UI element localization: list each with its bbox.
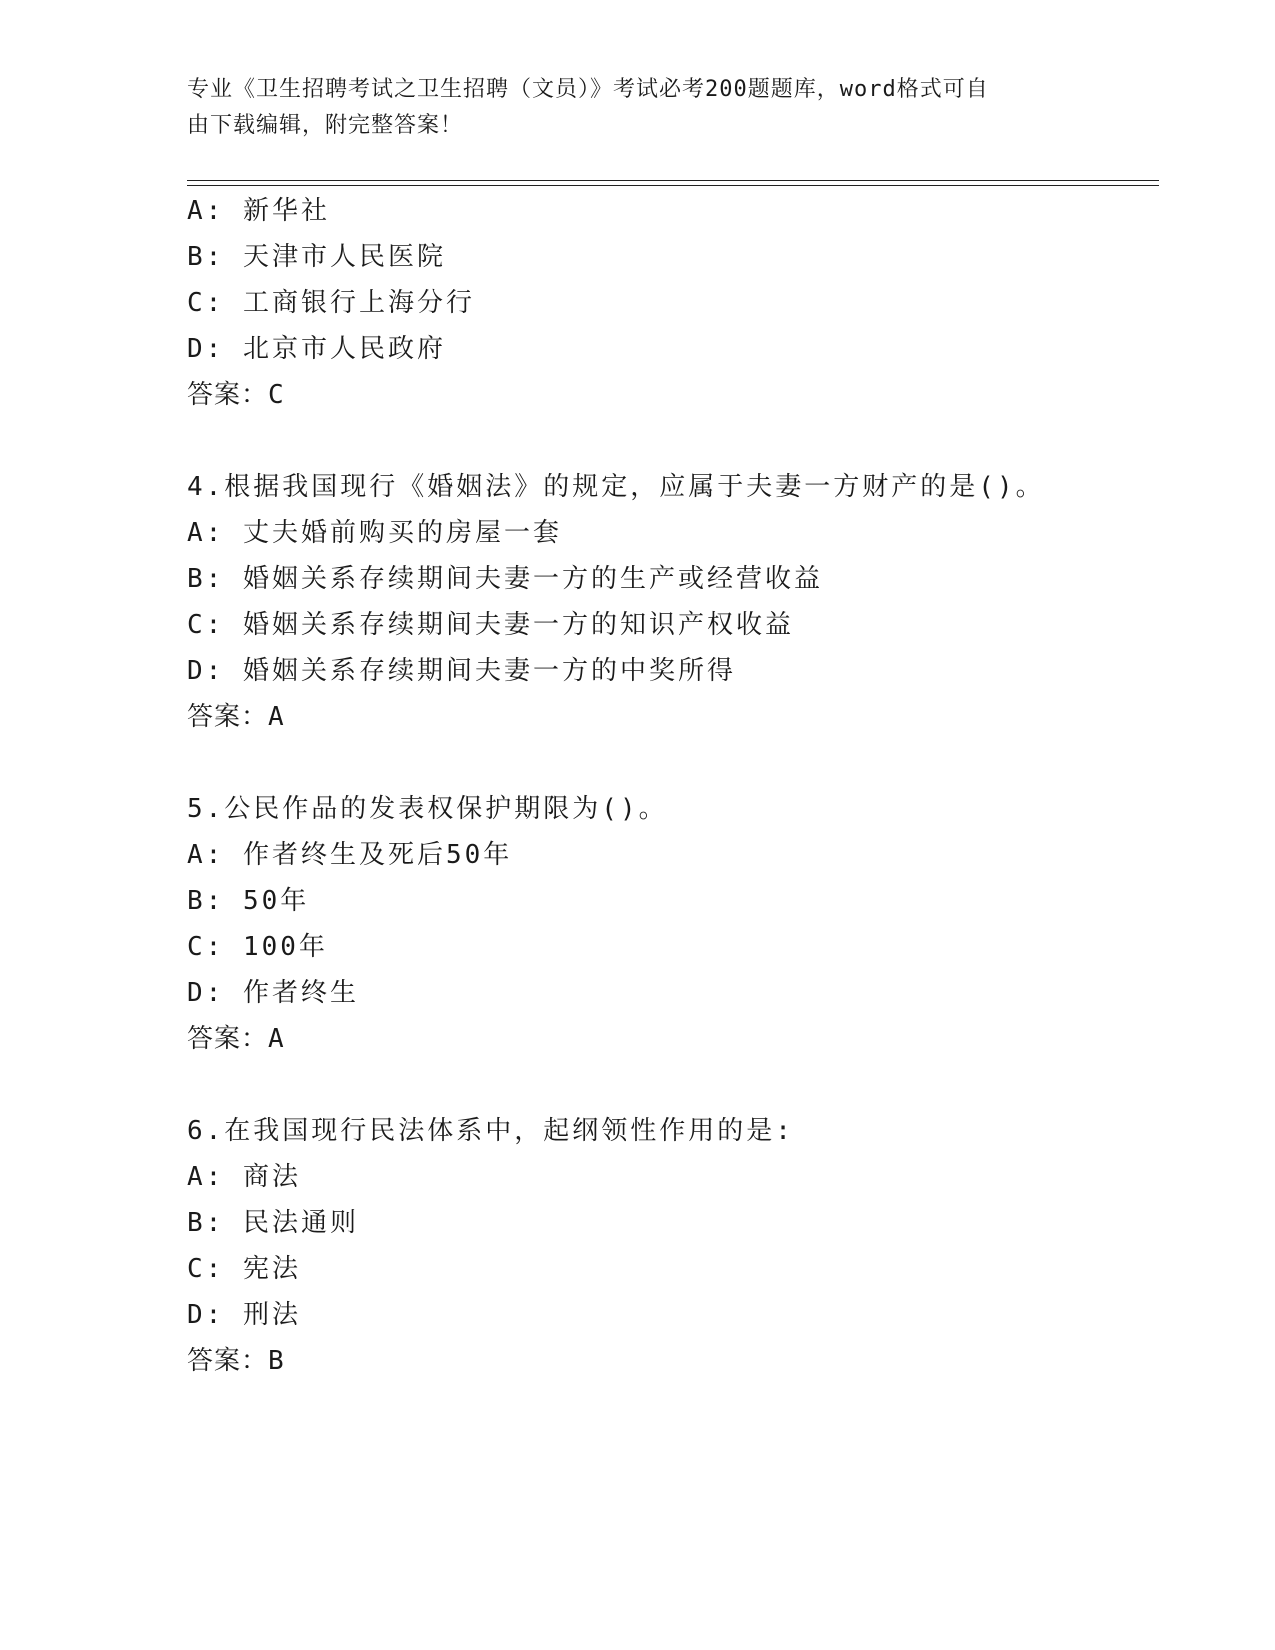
option-key: D: bbox=[187, 978, 225, 1008]
option-a bbox=[187, 832, 1159, 878]
option-b bbox=[187, 556, 1159, 602]
spacer bbox=[187, 740, 1159, 786]
option-key: C: bbox=[187, 610, 225, 640]
option-a bbox=[187, 1154, 1159, 1200]
option-text: 宪法 bbox=[242, 1254, 301, 1284]
option-d bbox=[187, 648, 1159, 694]
option-key: D: bbox=[187, 656, 225, 686]
question-3-continued bbox=[187, 188, 1159, 418]
option-b bbox=[187, 1200, 1159, 1246]
question-4 bbox=[187, 464, 1159, 740]
option-text: 作者终生 bbox=[242, 978, 359, 1008]
answer-value: C bbox=[268, 380, 285, 410]
option-text: 天津市人民医院 bbox=[242, 242, 446, 272]
option-text: 婚姻关系存续期间夫妻一方的中奖所得 bbox=[242, 656, 736, 686]
header-divider-top bbox=[187, 180, 1159, 181]
option-b bbox=[187, 878, 1159, 924]
option-text: 婚姻关系存续期间夫妻一方的生产或经营收益 bbox=[242, 564, 823, 594]
option-d bbox=[187, 326, 1159, 372]
question-stem: 6.在我国现行民法体系中，起纲领性作用的是: bbox=[187, 1116, 794, 1146]
answer bbox=[187, 694, 1159, 740]
answer-label: 答案： bbox=[187, 702, 269, 732]
option-key: A: bbox=[187, 518, 225, 548]
option-key: A: bbox=[187, 1162, 225, 1192]
option-c bbox=[187, 924, 1159, 970]
option-text: 婚姻关系存续期间夫妻一方的知识产权收益 bbox=[242, 610, 794, 640]
option-b bbox=[187, 234, 1159, 280]
option-text: 工商银行上海分行 bbox=[242, 288, 475, 318]
answer-label: 答案： bbox=[187, 1346, 269, 1376]
option-text: 作者终生及死后50年 bbox=[242, 840, 513, 870]
option-key: B: bbox=[187, 1208, 225, 1238]
question-5 bbox=[187, 786, 1159, 1062]
option-c bbox=[187, 280, 1159, 326]
option-key: A: bbox=[187, 196, 225, 226]
option-c bbox=[187, 602, 1159, 648]
option-key: C: bbox=[187, 932, 225, 962]
answer bbox=[187, 372, 1159, 418]
option-key: D: bbox=[187, 1300, 225, 1330]
option-text: 刑法 bbox=[242, 1300, 301, 1330]
answer bbox=[187, 1016, 1159, 1062]
header-line-2: 由下载编辑，附完整答案！ bbox=[187, 113, 464, 138]
option-d bbox=[187, 1292, 1159, 1338]
answer-label: 答案： bbox=[187, 1024, 269, 1054]
option-key: D: bbox=[187, 334, 225, 364]
option-key: C: bbox=[187, 288, 225, 318]
option-text: 丈夫婚前购买的房屋一套 bbox=[242, 518, 562, 548]
option-key: A: bbox=[187, 840, 225, 870]
answer-value: B bbox=[268, 1346, 285, 1376]
option-text: 50年 bbox=[242, 886, 310, 916]
answer bbox=[187, 1338, 1159, 1384]
answer-label: 答案： bbox=[187, 380, 269, 410]
option-text: 新华社 bbox=[242, 196, 330, 226]
question-stem: 5.公民作品的发表权保护期限为()。 bbox=[187, 794, 668, 824]
option-key: B: bbox=[187, 242, 225, 272]
header-divider-bottom bbox=[187, 185, 1159, 186]
option-d bbox=[187, 970, 1159, 1016]
header-line-1: 专业《卫生招聘考试之卫生招聘（文员）》考试必考200题题库，word格式可自 bbox=[187, 77, 989, 102]
option-a bbox=[187, 510, 1159, 556]
option-text: 100年 bbox=[242, 932, 328, 962]
answer-value: A bbox=[268, 1024, 285, 1054]
question-stem: 4.根据我国现行《婚姻法》的规定，应属于夫妻一方财产的是()。 bbox=[187, 472, 1045, 502]
option-text: 商法 bbox=[242, 1162, 301, 1192]
option-text: 北京市人民政府 bbox=[242, 334, 446, 364]
option-a bbox=[187, 188, 1159, 234]
spacer bbox=[187, 418, 1159, 464]
question-6 bbox=[187, 1108, 1159, 1384]
document-header bbox=[187, 72, 1087, 144]
answer-value: A bbox=[268, 702, 285, 732]
option-key: C: bbox=[187, 1254, 225, 1284]
option-c bbox=[187, 1246, 1159, 1292]
question-list bbox=[187, 188, 1159, 1384]
spacer bbox=[187, 1062, 1159, 1108]
option-key: B: bbox=[187, 564, 225, 594]
option-text: 民法通则 bbox=[242, 1208, 359, 1238]
option-key: B: bbox=[187, 886, 225, 916]
